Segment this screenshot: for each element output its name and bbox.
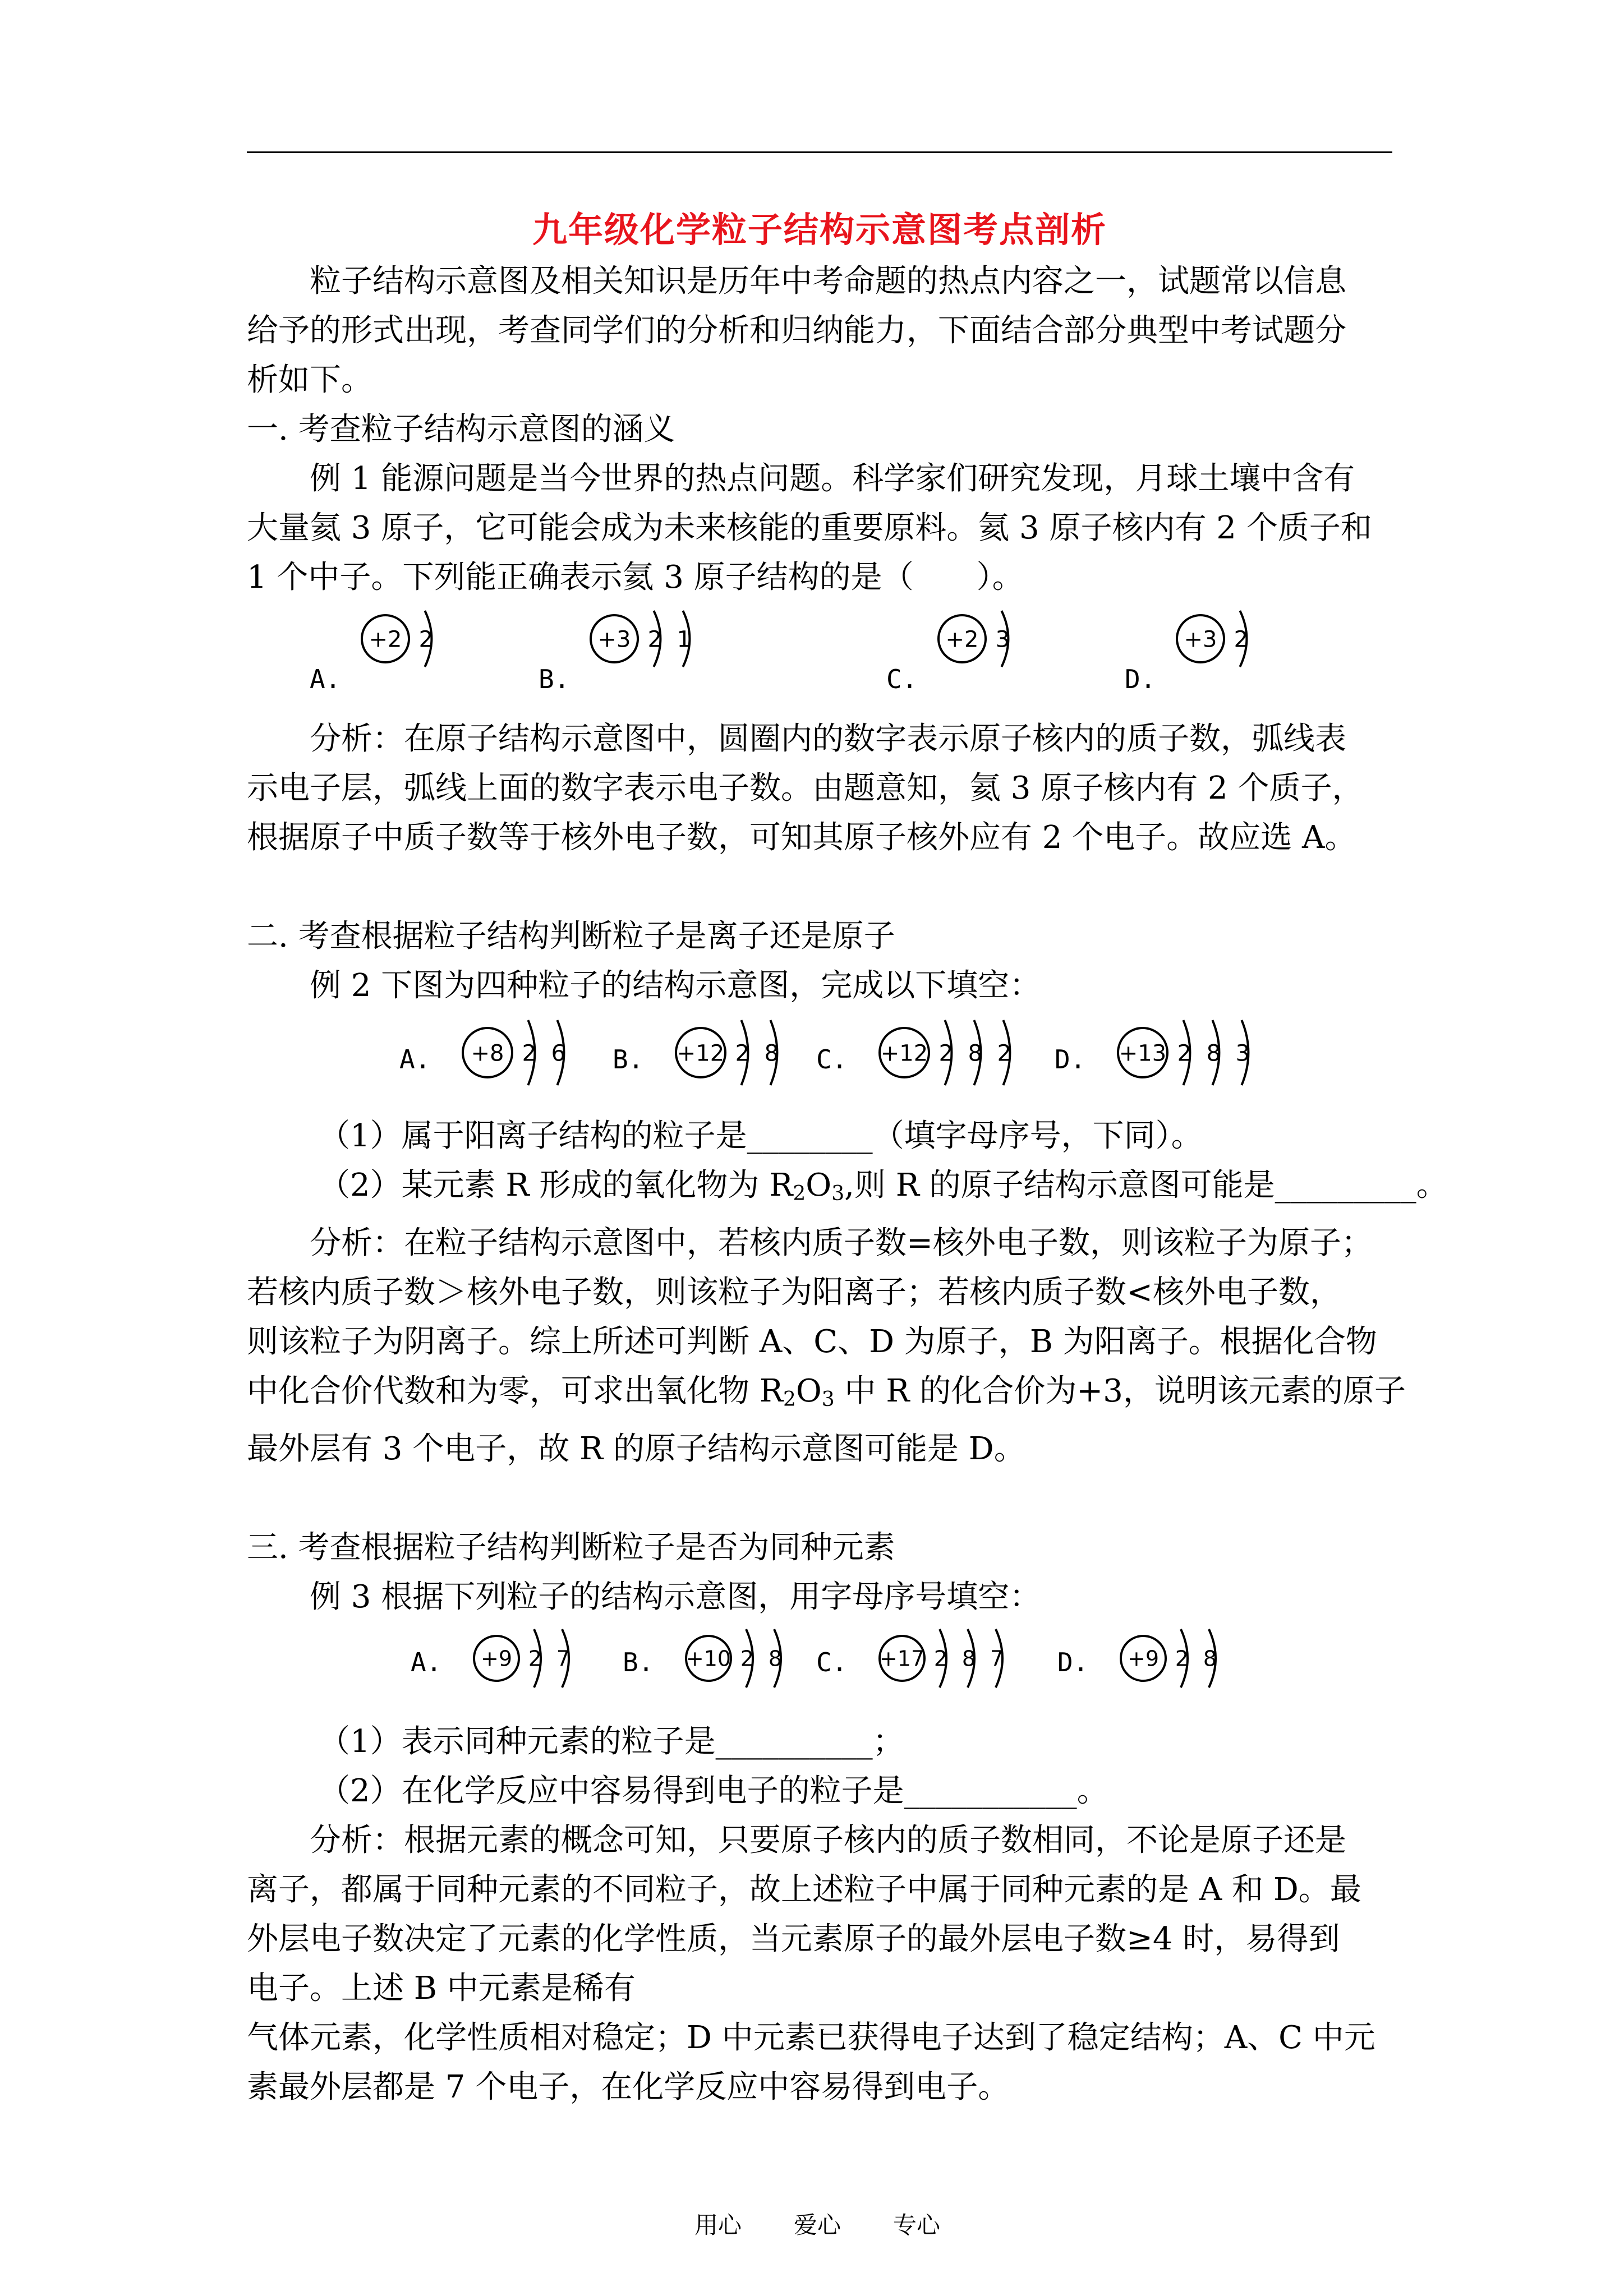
analysis3-line: 气体元素，化学性质相对稳定；D 中元素已获得电子达到了稳定结构；A、C 中元	[247, 2020, 1375, 2056]
option-label: C.	[816, 1647, 848, 1677]
intro-line: 给予的形式出现，考查同学们的分析和归纳能力，下面结合部分典型中考试题分	[247, 312, 1346, 349]
footer-word: 用心	[694, 2211, 742, 2239]
analysis2-line: 分析：在粒子结构示意图中，若核内质子数=核外电子数，则该粒子为原子；	[310, 1225, 1373, 1261]
footer-word: 爱心	[794, 2211, 841, 2239]
atom-structure-svg	[589, 597, 717, 681]
question3-2: （2）在化学反应中容易得到电子的粒子是___________。	[319, 1773, 1108, 1809]
page-title: 九年级化学粒子结构示意图考点剖析	[532, 209, 1107, 250]
electron-count: 2	[933, 1646, 948, 1671]
nucleus-charge: +13	[1119, 1040, 1167, 1067]
electron-count: 2	[938, 1040, 954, 1067]
analysis3-line: 离子，都属于同种元素的不同粒子，故上述粒子中属于同种元素的是 A 和 D。最	[247, 1871, 1361, 1908]
section2-heading: 二. 考查根据粒子结构判断粒子是离子还是原子	[247, 918, 895, 955]
atom-structure-svg	[878, 1008, 1037, 1098]
electron-count: 2	[1177, 1040, 1192, 1067]
nucleus-charge: +3	[597, 626, 631, 653]
analysis2-line: 中化合价代数和为零，可求出氧化物 $R_2O_3$ 中 R 的化合价为+3，说明该元素的原子	[247, 1373, 1406, 1411]
option-label: C.	[816, 1044, 848, 1075]
header-rule	[247, 151, 1392, 153]
atom-structure-svg	[1119, 1616, 1243, 1700]
analysis2-line: 若核内质子数＞核外电子数，则该粒子为阳离子；若核内质子数<核外电子数，	[247, 1274, 1341, 1311]
document-body	[247, 257, 1448, 2112]
electron-count: 2	[740, 1646, 755, 1671]
atom-structure-svg	[878, 1616, 1029, 1700]
atom-structure-svg	[937, 597, 1036, 681]
analysis3-line: 素最外层都是 7 个电子，在化学反应中容易得到电子。	[247, 2069, 1010, 2105]
example3-figure	[247, 1622, 1397, 1717]
atom-structure-svg	[1116, 1008, 1276, 1098]
electron-count: 2	[522, 1040, 537, 1067]
nucleus-charge: +10	[686, 1646, 732, 1671]
atom-structure-svg	[461, 1008, 591, 1098]
electron-count: 8	[1206, 1040, 1221, 1067]
nucleus-charge: +3	[1184, 626, 1217, 653]
atom-structure-svg	[1175, 597, 1274, 681]
option-label: C.	[886, 664, 918, 694]
nucleus-charge: +9	[480, 1646, 513, 1671]
electron-count: 2	[735, 1040, 750, 1067]
electron-count: 8	[968, 1040, 983, 1067]
nucleus-charge: +2	[945, 626, 979, 653]
electron-count: 8	[1203, 1646, 1217, 1671]
option-label: A.	[399, 1044, 431, 1075]
option-label: D.	[1055, 1044, 1086, 1075]
footer-word: 专心	[893, 2211, 941, 2239]
nucleus-charge: +17	[879, 1646, 925, 1671]
analysis1-line: 根据原子中质子数等于核外电子数，可知其原子核外应有 2 个电子。故应选 A。	[247, 819, 1356, 856]
nucleus-charge: +2	[369, 626, 402, 653]
intro-line: 析如下。	[247, 362, 372, 398]
electron-count: 3	[1235, 1040, 1250, 1067]
question2-1: （1）属于阳离子结构的粒子是________（填字母序号，下同）。	[319, 1118, 1203, 1154]
analysis1-line: 分析：在原子结构示意图中，圆圈内的数字表示原子核内的质子数，弧线表	[310, 721, 1346, 757]
example1-line: 大量氦 3 原子，它可能会成为未来核能的重要原料。氦 3 原子核内有 2 个质子和	[247, 510, 1372, 546]
electron-count: 7	[556, 1646, 571, 1671]
nucleus-charge: +8	[471, 1040, 504, 1067]
option-label: B.	[613, 1044, 644, 1075]
question2-2: （2）某元素 R 形成的氧化物为 $R_2O_3$,则 R 的原子结构示意图可能是_________。	[319, 1167, 1448, 1205]
nucleus-charge: +12	[880, 1040, 928, 1067]
atom-structure-svg	[472, 1616, 596, 1700]
option-label: B.	[623, 1647, 654, 1677]
analysis3-line: 分析：根据元素的概念可知，只要原子核内的质子数相同，不论是原子还是	[310, 1822, 1346, 1859]
electron-count: 2	[1234, 626, 1249, 653]
example2-figure	[247, 1011, 1397, 1112]
electron-count: 2	[997, 1040, 1012, 1067]
section1-heading: 一. 考查粒子结构示意图的涵义	[247, 411, 675, 448]
question3-1: （1）表示同种元素的粒子是__________；	[319, 1723, 904, 1760]
electron-count: 3	[995, 626, 1010, 653]
electron-count: 2	[647, 626, 663, 653]
analysis3-line: 外层电子数决定了元素的化学性质，当元素原子的最外层电子数≥4 时，易得到	[247, 1921, 1340, 1957]
electron-count: 1	[677, 626, 692, 653]
example1-figure	[247, 602, 1397, 714]
electron-count: 2	[528, 1646, 542, 1671]
electron-count: 8	[961, 1646, 976, 1671]
atom-structure-svg	[684, 1616, 808, 1700]
electron-count: 8	[764, 1040, 779, 1067]
option-label: D.	[1125, 664, 1156, 694]
analysis2-line: 则该粒子为阴离子。综上所述可判断 A、C、D 为原子，B 为阳离子。根据化合物	[247, 1324, 1377, 1360]
electron-count: 7	[990, 1646, 1004, 1671]
analysis1-line: 示电子层，弧线上面的数字表示电子数。由题意知，氦 3 原子核内有 2 个质子，	[247, 770, 1364, 806]
electron-count: 2	[418, 626, 434, 653]
atom-structure-svg	[360, 597, 459, 681]
option-label: A.	[310, 664, 341, 694]
analysis2-line: 最外层有 3 个电子，故 R 的原子结构示意图可能是 D。	[247, 1431, 1025, 1467]
option-label: B.	[539, 664, 570, 694]
example1-line: 例 1 能源问题是当今世界的热点问题。科学家们研究发现，月球土壤中含有	[310, 460, 1355, 497]
example2-line: 例 2 下图为四种粒子的结构示意图，完成以下填空：	[310, 967, 1041, 1004]
analysis3-line: 电子。上述 B 中元素是稀有	[247, 1970, 636, 2007]
electron-count: 2	[1175, 1646, 1189, 1671]
example1-line: 1 个中子。下列能正确表示氦 3 原子结构的是（ ）。	[247, 559, 1024, 596]
option-label: D.	[1057, 1647, 1089, 1677]
intro-line: 粒子结构示意图及相关知识是历年中考命题的热点内容之一，试题常以信息	[310, 263, 1346, 299]
section3-heading: 三. 考查根据粒子结构判断粒子是否为同种元素	[247, 1529, 895, 1566]
electron-count: 8	[768, 1646, 783, 1671]
nucleus-charge: +12	[677, 1040, 725, 1067]
atom-structure-svg	[674, 1008, 804, 1098]
option-label: A.	[411, 1647, 442, 1677]
electron-count: 6	[551, 1040, 566, 1067]
example3-line: 例 3 根据下列粒子的结构示意图，用字母序号填空：	[310, 1579, 1041, 1615]
nucleus-charge: +9	[1127, 1646, 1160, 1671]
